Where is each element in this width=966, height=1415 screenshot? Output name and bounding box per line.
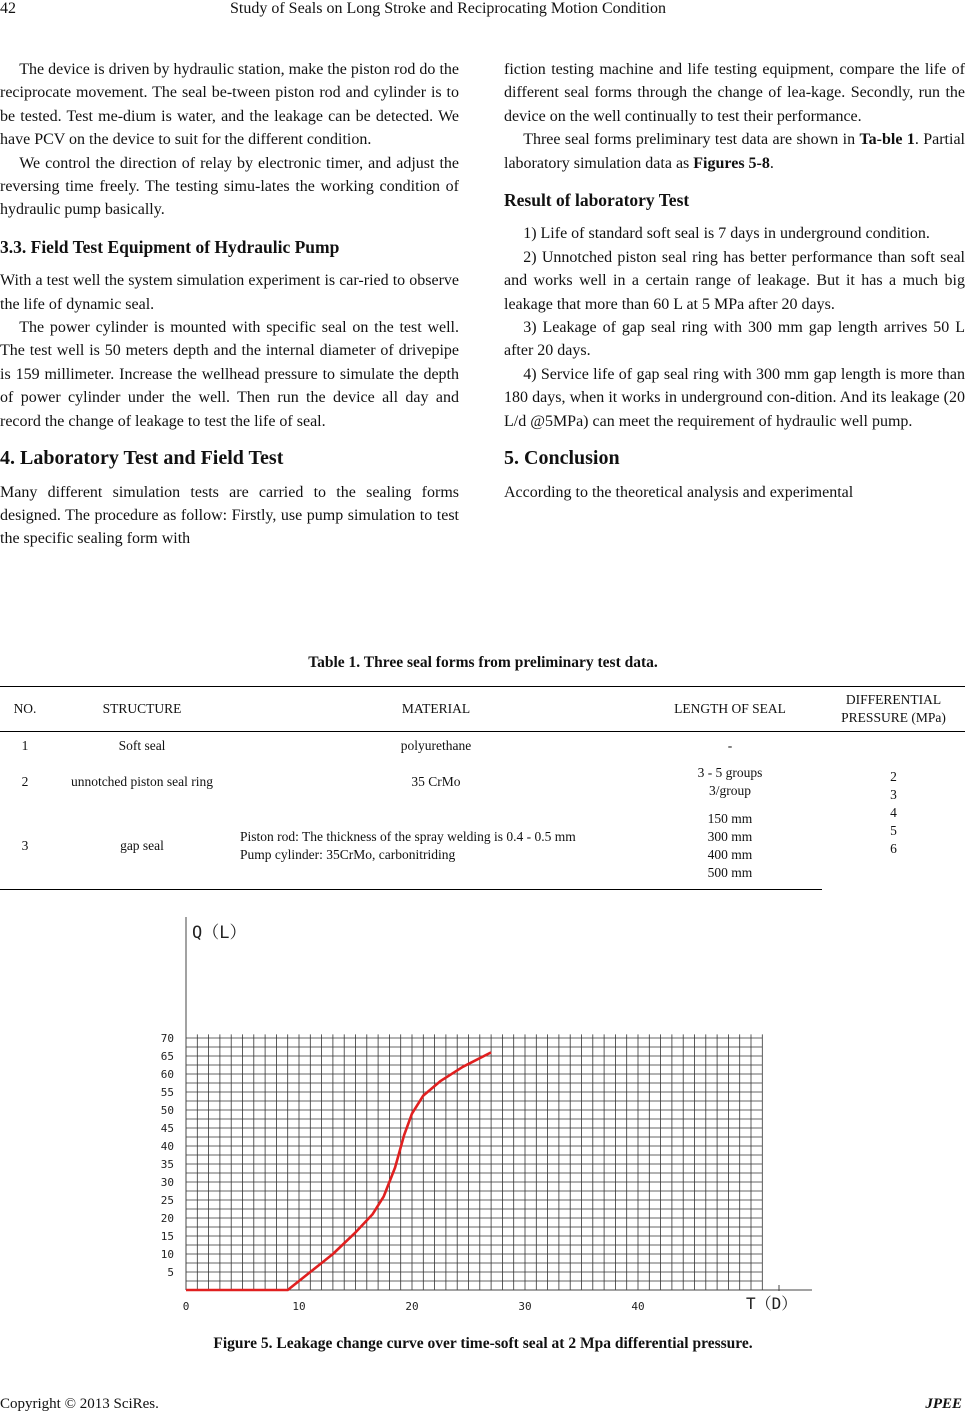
section-heading: Result of laboratory Test (504, 190, 690, 211)
column-header (822, 687, 965, 732)
length-line: 400 mm (707, 847, 753, 863)
pressure-value: 3 (890, 786, 897, 802)
y-tick-label: 45 (160, 1122, 174, 1135)
result-item: 4) Service life of gap seal ring with 300 mm gap length is more than 180 days, when it works in underground con-dition. And its leakage (20 L/d @5MPa) can meet the requirement of hydraulic well pump. (504, 365, 965, 430)
pressure-value: 6 (890, 840, 897, 856)
y-tick-label: 10 (160, 1248, 174, 1261)
material-line: Piston rod: The thickness of the spray welding is 0.4 - 0.5 mm (240, 829, 576, 845)
paragraph: According to the theoretical analysis and experimental (504, 483, 854, 501)
paragraph: fiction testing machine and life testing equipment, compare the life of different seal forms through the change of lea-kage. Secondly, run the device on the well continually to test their performance. (504, 61, 965, 125)
x-axis-label: T（D） (746, 1294, 798, 1313)
y-axis-label: Q（L） (192, 923, 247, 943)
y-tick-label: 25 (160, 1194, 174, 1207)
paragraph: The power cylinder is mounted with specific seal on the test well. The test well is 50 meters depth and the internal diameter of drivepipe is 159 millimeter. Increase the wellhead pressure to simulate the depth of power cylinder under the well. Then run the device all day and record the change of leakage to test the life of seal. (0, 319, 459, 430)
table-header-row (0, 687, 965, 732)
cell-material: polyurethane (400, 737, 472, 753)
column-header: NO. (0, 687, 50, 732)
pressure-value: 5 (890, 822, 897, 838)
length-line: 300 mm (707, 829, 753, 845)
pressure-value: 2 (890, 768, 897, 784)
text-run: . Partial laboratory simulation data as (504, 131, 965, 172)
x-tick-label: 0 (182, 1300, 190, 1313)
x-tick-label: 30 (518, 1300, 532, 1313)
table-row (0, 760, 965, 804)
x-tick-label: 40 (631, 1300, 645, 1313)
column-header: LENGTH OF SEAL (638, 687, 822, 732)
table-row (0, 732, 965, 760)
cell-structure: unnotched piston seal ring (70, 773, 214, 789)
y-tick-label: 15 (160, 1230, 174, 1243)
journal-name: JPEE (925, 1396, 962, 1412)
paragraph (504, 128, 965, 175)
seal-table (0, 686, 965, 890)
left-column (0, 58, 459, 551)
result-item: 2) Unnotched piston seal ring has better performance than soft seal and works well in a certain range of leakage. But it has a much big leakage that more than 60 L at 5 MPa after 20 days. (504, 248, 965, 313)
y-tick-label: 30 (160, 1176, 174, 1189)
paragraph: With a test well the system simulation experiment is car-ried to observe the life of dynamic seal. (0, 272, 459, 313)
length-line: 500 mm (707, 865, 753, 881)
right-column (504, 58, 965, 504)
section-heading: 3.3. Field Test Equipment of Hydraulic Pump (0, 236, 340, 257)
cell-material (234, 804, 638, 890)
cell-structure: gap seal (50, 804, 234, 890)
text-run: . (769, 154, 774, 172)
y-tick-label: 65 (160, 1050, 174, 1063)
cell-pressure (822, 732, 965, 890)
page-number: 42 (0, 0, 16, 17)
table-row (0, 804, 965, 890)
result-item: 1) Life of standard soft seal is 7 days in underground condition. (523, 225, 930, 243)
cell-no: 2 (21, 773, 29, 789)
y-tick-label: 40 (160, 1140, 174, 1153)
cell-no: 3 (0, 804, 50, 890)
length-line: 3 - 5 groups (697, 764, 763, 780)
figure-reference: Figures 5-8 (693, 154, 770, 172)
cell-length (638, 760, 822, 804)
cell-material: 35 CrMo (411, 773, 461, 789)
y-tick-label: 35 (160, 1158, 174, 1171)
x-tick-label: 10 (292, 1300, 306, 1313)
cell-length (638, 804, 822, 890)
column-header: MATERIAL (234, 687, 638, 732)
header-line: PRESSURE (MPa) (841, 710, 946, 725)
pressure-value: 4 (890, 804, 897, 820)
cell-structure: Soft seal (118, 737, 166, 753)
y-tick-label: 5 (167, 1266, 174, 1279)
text-run: Three seal forms preliminary test data are shown in (523, 131, 860, 149)
section-heading: 5. Conclusion (504, 447, 620, 470)
cell-length: - (727, 737, 733, 753)
x-tick-label: 20 (405, 1300, 419, 1313)
length-line: 3/group (709, 782, 751, 798)
y-tick-label: 60 (160, 1068, 174, 1081)
table-reference: Ta-ble 1 (859, 131, 915, 149)
y-tick-label: 50 (160, 1104, 174, 1117)
figure-caption: Figure 5. Leakage change curve over time-soft seal at 2 Mpa differential pressure. (213, 1335, 753, 1352)
header-line: DIFFERENTIAL (845, 692, 942, 707)
copyright: Copyright © 2013 SciRes. (0, 1396, 159, 1412)
paragraph: The device is driven by hydraulic station, make the piston rod do the reciprocate movement. The seal be-tween piston rod and cylinder is to be tested. Test me-dium is water, and the leakage can be detected. We have PCV on the device to suit for the different condition. (0, 61, 459, 149)
length-line: 150 mm (707, 811, 753, 827)
leakage-chart (0, 905, 966, 1325)
result-item: 3) Leakage of gap seal ring with 300 mm gap length arrives 50 L after 20 days. (504, 319, 965, 360)
column-header: STRUCTURE (50, 687, 234, 732)
cell-no: 1 (21, 737, 29, 753)
running-title: Study of Seals on Long Stroke and Reciprocating Motion Condition (230, 0, 666, 17)
y-tick-label: 70 (160, 1032, 174, 1045)
chart-grid (186, 1034, 762, 1290)
y-tick-label: 55 (160, 1086, 174, 1099)
chart-axes (186, 917, 812, 1291)
section-heading: 4. Laboratory Test and Field Test (0, 447, 284, 470)
table-caption: Table 1. Three seal forms from preliminary test data. (308, 654, 658, 671)
y-tick-label: 20 (160, 1212, 174, 1225)
paragraph: We control the direction of relay by electronic timer, and adjust the reversing time freely. The testing simu-lates the working condition of hydraulic pump basically. (0, 154, 459, 219)
paragraph: Many different simulation tests are carried to the sealing forms designed. The procedure as follow: Firstly, use pump simulation to test the specific sealing form with (0, 483, 459, 548)
material-line: Pump cylinder: 35CrMo, carbonitriding (240, 847, 456, 863)
